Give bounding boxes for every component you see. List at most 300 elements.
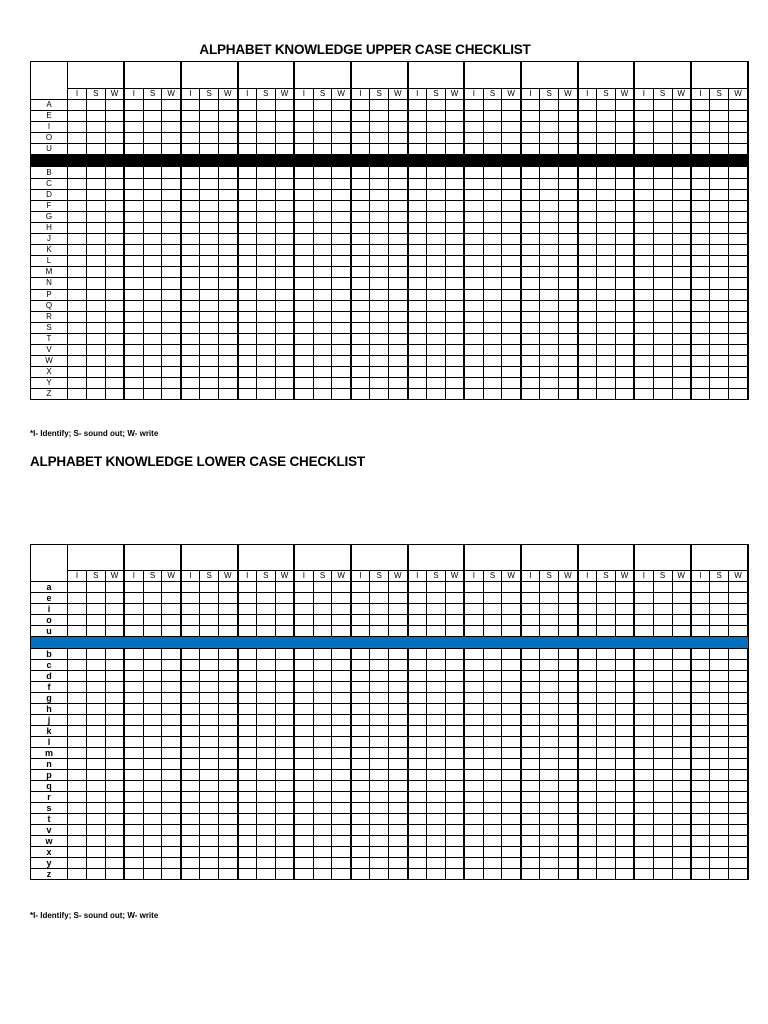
check-cell[interactable] [521,604,540,615]
check-cell[interactable] [615,167,634,178]
check-cell[interactable] [691,748,710,759]
check-cell[interactable] [653,144,672,155]
check-cell[interactable] [256,715,275,726]
check-cell[interactable] [634,356,653,367]
check-cell[interactable] [238,693,257,704]
check-cell[interactable] [294,737,313,748]
check-cell[interactable] [653,704,672,715]
check-cell[interactable] [653,814,672,825]
check-cell[interactable] [275,356,294,367]
check-cell[interactable] [181,704,200,715]
check-cell[interactable] [710,256,729,267]
check-cell[interactable] [445,234,464,245]
check-cell[interactable] [238,858,257,869]
check-cell[interactable] [124,300,143,311]
check-cell[interactable] [143,825,162,836]
check-cell[interactable] [219,869,238,880]
check-cell[interactable] [426,122,445,133]
check-cell[interactable] [521,869,540,880]
check-cell[interactable] [313,389,332,400]
check-cell[interactable] [351,726,370,737]
check-cell[interactable] [502,726,521,737]
check-cell[interactable] [143,858,162,869]
check-cell[interactable] [408,167,427,178]
check-cell[interactable] [181,759,200,770]
check-cell[interactable] [540,649,559,660]
check-cell[interactable] [219,378,238,389]
check-cell[interactable] [370,748,389,759]
check-cell[interactable] [162,770,181,781]
check-cell[interactable] [105,582,124,593]
check-cell[interactable] [615,803,634,814]
check-cell[interactable] [162,167,181,178]
check-cell[interactable] [426,836,445,847]
check-cell[interactable] [105,344,124,355]
check-cell[interactable] [238,682,257,693]
check-cell[interactable] [710,792,729,803]
check-cell[interactable] [294,671,313,682]
check-cell[interactable] [408,311,427,322]
check-cell[interactable] [124,737,143,748]
check-cell[interactable] [559,189,578,200]
check-cell[interactable] [105,671,124,682]
check-cell[interactable] [483,200,502,211]
check-cell[interactable] [294,604,313,615]
student-name-cell[interactable] [68,62,125,89]
check-cell[interactable] [68,726,87,737]
check-cell[interactable] [162,245,181,256]
check-cell[interactable] [124,356,143,367]
check-cell[interactable] [219,322,238,333]
check-cell[interactable] [219,726,238,737]
check-cell[interactable] [294,245,313,256]
check-cell[interactable] [162,704,181,715]
check-cell[interactable] [559,626,578,637]
check-cell[interactable] [370,770,389,781]
check-cell[interactable] [313,671,332,682]
check-cell[interactable] [238,803,257,814]
check-cell[interactable] [389,814,408,825]
check-cell[interactable] [313,200,332,211]
check-cell[interactable] [143,367,162,378]
check-cell[interactable] [464,615,483,626]
check-cell[interactable] [68,133,87,144]
check-cell[interactable] [275,825,294,836]
student-name-cell[interactable] [238,545,295,571]
check-cell[interactable] [86,300,105,311]
check-cell[interactable] [426,389,445,400]
check-cell[interactable] [502,582,521,593]
check-cell[interactable] [578,825,597,836]
check-cell[interactable] [256,133,275,144]
check-cell[interactable] [143,671,162,682]
check-cell[interactable] [389,189,408,200]
check-cell[interactable] [578,378,597,389]
check-cell[interactable] [596,256,615,267]
check-cell[interactable] [634,847,653,858]
check-cell[interactable] [408,593,427,604]
check-cell[interactable] [256,682,275,693]
check-cell[interactable] [710,781,729,792]
check-cell[interactable] [389,858,408,869]
check-cell[interactable] [426,367,445,378]
check-cell[interactable] [408,748,427,759]
check-cell[interactable] [275,144,294,155]
check-cell[interactable] [238,748,257,759]
check-cell[interactable] [710,222,729,233]
check-cell[interactable] [483,682,502,693]
check-cell[interactable] [86,267,105,278]
check-cell[interactable] [578,267,597,278]
check-cell[interactable] [370,167,389,178]
check-cell[interactable] [143,704,162,715]
check-cell[interactable] [124,344,143,355]
check-cell[interactable] [408,200,427,211]
check-cell[interactable] [313,122,332,133]
check-cell[interactable] [653,189,672,200]
check-cell[interactable] [219,615,238,626]
check-cell[interactable] [408,378,427,389]
check-cell[interactable] [710,682,729,693]
check-cell[interactable] [162,178,181,189]
check-cell[interactable] [729,378,748,389]
check-cell[interactable] [86,389,105,400]
check-cell[interactable] [483,726,502,737]
check-cell[interactable] [389,693,408,704]
check-cell[interactable] [502,267,521,278]
check-cell[interactable] [332,189,351,200]
check-cell[interactable] [124,604,143,615]
check-cell[interactable] [200,234,219,245]
check-cell[interactable] [256,649,275,660]
check-cell[interactable] [691,825,710,836]
check-cell[interactable] [521,737,540,748]
check-cell[interactable] [672,167,691,178]
check-cell[interactable] [502,378,521,389]
check-cell[interactable] [483,770,502,781]
check-cell[interactable] [426,100,445,111]
check-cell[interactable] [294,211,313,222]
check-cell[interactable] [710,389,729,400]
check-cell[interactable] [729,626,748,637]
check-cell[interactable] [86,615,105,626]
check-cell[interactable] [729,748,748,759]
check-cell[interactable] [294,367,313,378]
check-cell[interactable] [464,626,483,637]
check-cell[interactable] [143,300,162,311]
check-cell[interactable] [483,100,502,111]
check-cell[interactable] [634,333,653,344]
check-cell[interactable] [596,748,615,759]
check-cell[interactable] [672,715,691,726]
check-cell[interactable] [634,189,653,200]
check-cell[interactable] [615,200,634,211]
check-cell[interactable] [483,333,502,344]
check-cell[interactable] [483,825,502,836]
check-cell[interactable] [710,100,729,111]
check-cell[interactable] [256,858,275,869]
check-cell[interactable] [313,245,332,256]
check-cell[interactable] [653,234,672,245]
check-cell[interactable] [596,100,615,111]
check-cell[interactable] [105,122,124,133]
check-cell[interactable] [332,234,351,245]
check-cell[interactable] [238,367,257,378]
check-cell[interactable] [124,167,143,178]
check-cell[interactable] [559,792,578,803]
check-cell[interactable] [143,604,162,615]
check-cell[interactable] [596,759,615,770]
check-cell[interactable] [672,649,691,660]
check-cell[interactable] [143,311,162,322]
check-cell[interactable] [68,858,87,869]
check-cell[interactable] [596,836,615,847]
check-cell[interactable] [162,748,181,759]
check-cell[interactable] [256,593,275,604]
check-cell[interactable] [86,167,105,178]
check-cell[interactable] [615,245,634,256]
check-cell[interactable] [426,737,445,748]
check-cell[interactable] [294,759,313,770]
check-cell[interactable] [389,389,408,400]
check-cell[interactable] [68,792,87,803]
check-cell[interactable] [313,344,332,355]
check-cell[interactable] [370,593,389,604]
check-cell[interactable] [68,389,87,400]
check-cell[interactable] [332,814,351,825]
check-cell[interactable] [408,825,427,836]
check-cell[interactable] [294,825,313,836]
check-cell[interactable] [615,333,634,344]
check-cell[interactable] [124,100,143,111]
check-cell[interactable] [521,660,540,671]
check-cell[interactable] [143,792,162,803]
check-cell[interactable] [521,792,540,803]
check-cell[interactable] [596,770,615,781]
check-cell[interactable] [426,189,445,200]
check-cell[interactable] [294,322,313,333]
check-cell[interactable] [256,322,275,333]
check-cell[interactable] [729,178,748,189]
check-cell[interactable] [559,144,578,155]
check-cell[interactable] [124,200,143,211]
student-name-cell[interactable] [408,62,465,89]
check-cell[interactable] [238,111,257,122]
check-cell[interactable] [502,869,521,880]
check-cell[interactable] [219,582,238,593]
check-cell[interactable] [596,300,615,311]
check-cell[interactable] [313,211,332,222]
check-cell[interactable] [68,836,87,847]
check-cell[interactable] [653,858,672,869]
check-cell[interactable] [181,111,200,122]
check-cell[interactable] [143,726,162,737]
check-cell[interactable] [710,356,729,367]
check-cell[interactable] [464,671,483,682]
check-cell[interactable] [294,300,313,311]
check-cell[interactable] [86,378,105,389]
check-cell[interactable] [578,200,597,211]
check-cell[interactable] [483,344,502,355]
check-cell[interactable] [181,693,200,704]
check-cell[interactable] [332,344,351,355]
check-cell[interactable] [68,770,87,781]
check-cell[interactable] [256,825,275,836]
check-cell[interactable] [483,378,502,389]
check-cell[interactable] [143,356,162,367]
check-cell[interactable] [672,189,691,200]
check-cell[interactable] [483,847,502,858]
check-cell[interactable] [710,344,729,355]
check-cell[interactable] [634,704,653,715]
check-cell[interactable] [332,356,351,367]
check-cell[interactable] [464,781,483,792]
check-cell[interactable] [143,770,162,781]
check-cell[interactable] [68,737,87,748]
check-cell[interactable] [370,234,389,245]
check-cell[interactable] [483,144,502,155]
check-cell[interactable] [426,781,445,792]
check-cell[interactable] [238,189,257,200]
check-cell[interactable] [105,100,124,111]
check-cell[interactable] [691,626,710,637]
check-cell[interactable] [389,211,408,222]
check-cell[interactable] [200,211,219,222]
check-cell[interactable] [672,133,691,144]
check-cell[interactable] [313,803,332,814]
check-cell[interactable] [370,604,389,615]
check-cell[interactable] [294,847,313,858]
check-cell[interactable] [124,858,143,869]
check-cell[interactable] [672,847,691,858]
check-cell[interactable] [521,858,540,869]
check-cell[interactable] [370,144,389,155]
check-cell[interactable] [710,593,729,604]
check-cell[interactable] [426,167,445,178]
check-cell[interactable] [578,278,597,289]
check-cell[interactable] [162,189,181,200]
check-cell[interactable] [615,133,634,144]
check-cell[interactable] [275,682,294,693]
check-cell[interactable] [86,344,105,355]
check-cell[interactable] [370,322,389,333]
check-cell[interactable] [275,803,294,814]
check-cell[interactable] [256,759,275,770]
check-cell[interactable] [389,836,408,847]
check-cell[interactable] [351,604,370,615]
check-cell[interactable] [238,144,257,155]
check-cell[interactable] [275,289,294,300]
check-cell[interactable] [540,671,559,682]
check-cell[interactable] [540,367,559,378]
check-cell[interactable] [426,748,445,759]
check-cell[interactable] [445,311,464,322]
check-cell[interactable] [559,748,578,759]
check-cell[interactable] [729,289,748,300]
check-cell[interactable] [483,222,502,233]
check-cell[interactable] [294,189,313,200]
check-cell[interactable] [86,100,105,111]
check-cell[interactable] [200,660,219,671]
check-cell[interactable] [256,200,275,211]
check-cell[interactable] [729,245,748,256]
student-name-cell[interactable] [521,545,578,571]
check-cell[interactable] [578,671,597,682]
check-cell[interactable] [540,836,559,847]
check-cell[interactable] [124,792,143,803]
check-cell[interactable] [615,693,634,704]
check-cell[interactable] [634,211,653,222]
check-cell[interactable] [408,245,427,256]
check-cell[interactable] [464,189,483,200]
check-cell[interactable] [162,311,181,322]
check-cell[interactable] [634,660,653,671]
check-cell[interactable] [238,869,257,880]
check-cell[interactable] [294,167,313,178]
check-cell[interactable] [238,726,257,737]
check-cell[interactable] [729,122,748,133]
check-cell[interactable] [105,737,124,748]
check-cell[interactable] [256,211,275,222]
check-cell[interactable] [86,278,105,289]
check-cell[interactable] [219,626,238,637]
check-cell[interactable] [691,111,710,122]
check-cell[interactable] [105,704,124,715]
check-cell[interactable] [105,593,124,604]
check-cell[interactable] [105,256,124,267]
check-cell[interactable] [351,200,370,211]
check-cell[interactable] [238,100,257,111]
check-cell[interactable] [143,200,162,211]
check-cell[interactable] [162,814,181,825]
check-cell[interactable] [502,693,521,704]
check-cell[interactable] [464,389,483,400]
check-cell[interactable] [426,322,445,333]
check-cell[interactable] [408,111,427,122]
check-cell[interactable] [502,803,521,814]
check-cell[interactable] [672,615,691,626]
check-cell[interactable] [710,715,729,726]
check-cell[interactable] [710,111,729,122]
check-cell[interactable] [86,311,105,322]
check-cell[interactable] [68,211,87,222]
check-cell[interactable] [219,111,238,122]
check-cell[interactable] [691,704,710,715]
check-cell[interactable] [710,693,729,704]
check-cell[interactable] [105,814,124,825]
check-cell[interactable] [181,649,200,660]
check-cell[interactable] [521,144,540,155]
check-cell[interactable] [729,311,748,322]
check-cell[interactable] [162,289,181,300]
check-cell[interactable] [540,267,559,278]
check-cell[interactable] [691,200,710,211]
check-cell[interactable] [408,189,427,200]
check-cell[interactable] [370,693,389,704]
check-cell[interactable] [256,704,275,715]
check-cell[interactable] [332,759,351,770]
check-cell[interactable] [294,122,313,133]
check-cell[interactable] [653,311,672,322]
check-cell[interactable] [313,693,332,704]
check-cell[interactable] [124,234,143,245]
check-cell[interactable] [483,582,502,593]
check-cell[interactable] [238,378,257,389]
check-cell[interactable] [105,748,124,759]
check-cell[interactable] [634,836,653,847]
check-cell[interactable] [464,682,483,693]
check-cell[interactable] [313,660,332,671]
